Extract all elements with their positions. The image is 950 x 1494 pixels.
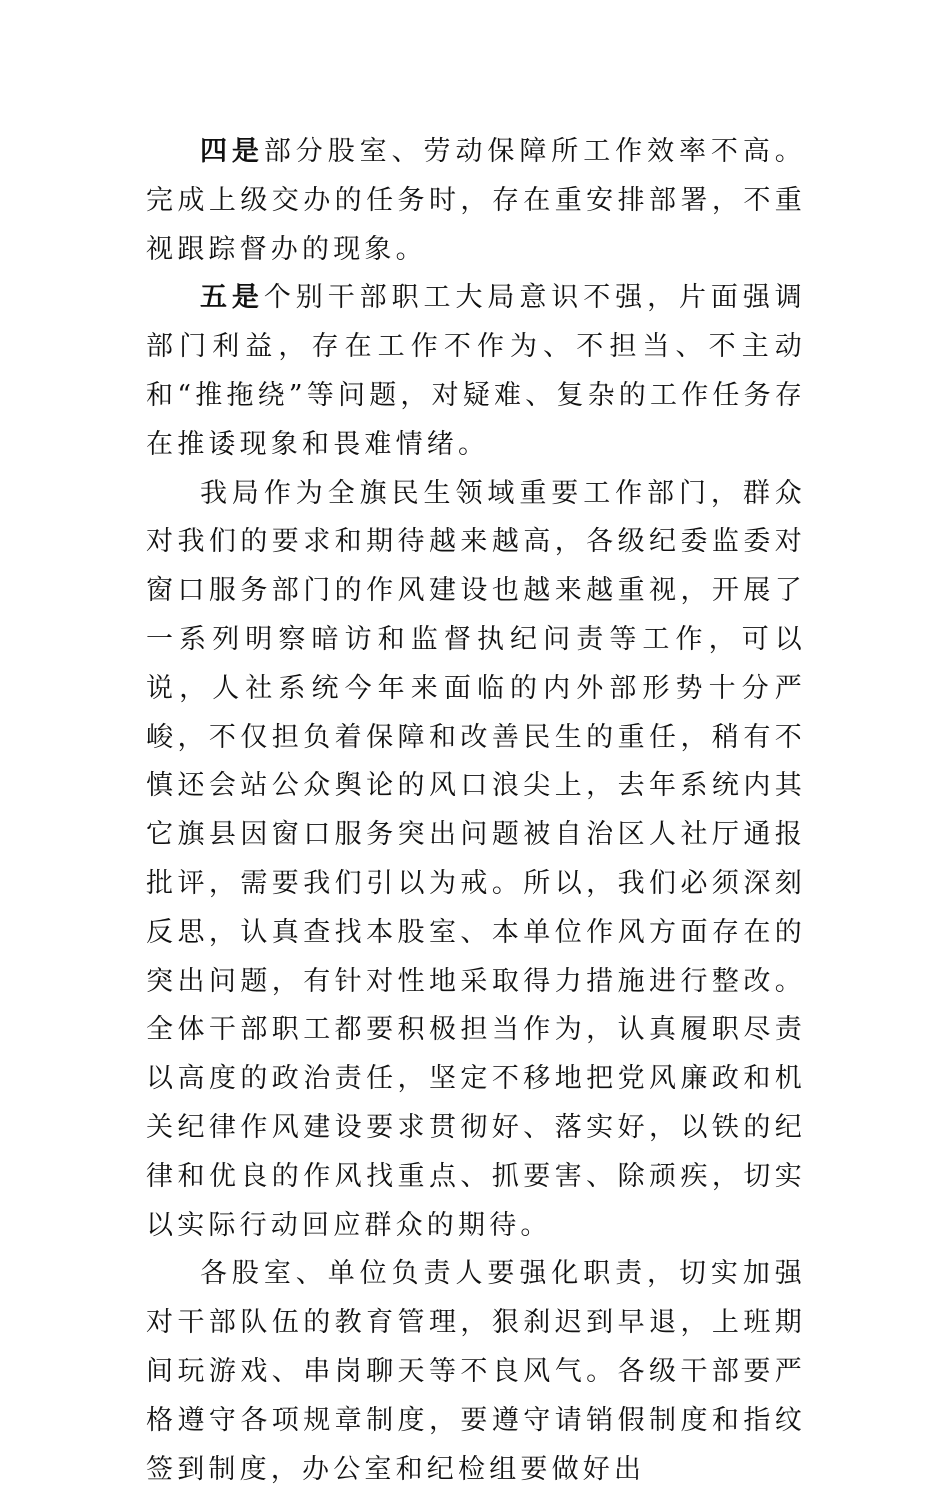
- paragraph-item-five: [146, 274, 806, 469]
- document-body: [146, 128, 806, 1494]
- paragraph-lead: 五是: [200, 282, 264, 314]
- paragraph-bureau-role: [146, 470, 806, 1251]
- paragraph-item-four: [146, 128, 806, 274]
- paragraph-text: 部分股室、劳动保障所工作效率不高。完成上级交办的任务时，存在重安排部署，不重视跟踪督办的现象。: [146, 136, 806, 265]
- paragraph-text: 我局作为全旗民生领域重要工作部门，群众对我们的要求和期待越来越高，各级纪委监委对窗口服务部门的作风建设也越来越重视，开展了一系列明察暗访和监督执纪问责等工作，可以说，人社系统今年来面临的内外部形势十分严峻，不仅担负着保障和改善民生的重任，稍有不慎还会站公众舆论的风口浪尖上，去年系统内其它旗县因窗口服务突出问题被自治区人社厅通报批评，需要我们引以为戒。所以，我们必须深刻反思，认真查找本股室、本单位作风方面存在的突出问题，有针对性地采取得力措施进行整改。全体干部职工都要积极担当作为，认真履职尽责以高度的政治责任，坚定不移地把党风廉政和机关纪律作风建设要求贯彻好、落实好，以铁的纪律和优良的作风找重点、抓要害、除顽疾，切实以实际行动回应群众的期待。: [146, 477, 806, 1241]
- paragraph-text: 各股室、单位负责人要强化职责，切实加强对干部队伍的教育管理，狠刹迟到早退，上班期间玩游戏、串岗聊天等不良风气。各级干部要严格遵守各项规章制度，要遵守请销假制度和指纹签到制度，办公室和纪检组要做好出: [146, 1258, 806, 1485]
- paragraph-text: 个别干部职工大局意识不强，片面强调部门利益，存在工作不作为、不担当、不主动和“推拖绕”等问题，对疑难、复杂的工作任务存在推诿现象和畏难情绪。: [146, 282, 807, 460]
- paragraph-responsibility: [146, 1250, 806, 1494]
- paragraph-lead: 四是: [200, 136, 264, 167]
